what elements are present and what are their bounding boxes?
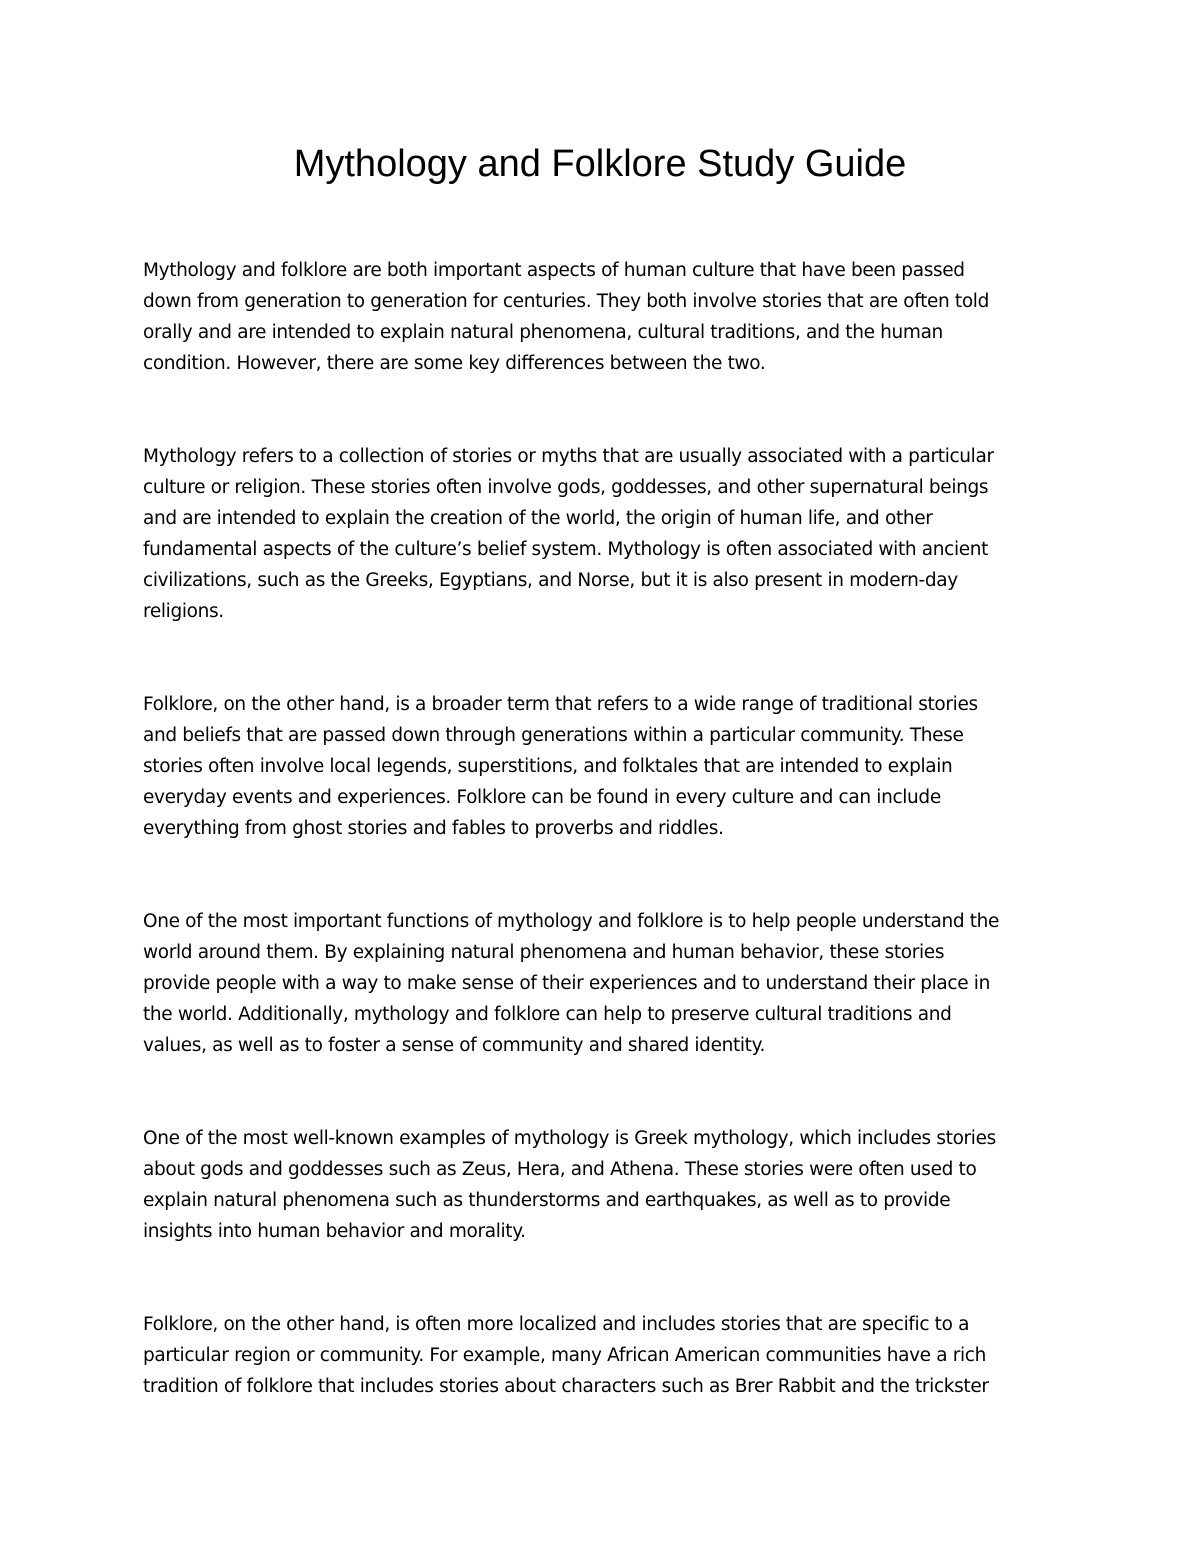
text-line: the world. Additionally, mythology and folklore can help to preserve cultural traditions and xyxy=(143,1004,952,1025)
text-line: everyday events and experiences. Folklore can be found in every culture and can include xyxy=(143,787,941,808)
text-line: Folklore, on the other hand, is a broader term that refers to a wide range of traditional stories xyxy=(143,694,978,715)
text-line: provide people with a way to make sense of their experiences and to understand their place in xyxy=(143,973,990,994)
text-line: One of the most well-known examples of mythology is Greek mythology, which includes stories xyxy=(143,1128,996,1149)
text-line: particular region or community. For example, many African American communities have a rich xyxy=(143,1345,987,1366)
text-line: civilizations, such as the Greeks, Egyptians, and Norse, but it is also present in modern-day xyxy=(143,570,958,591)
text-line: insights into human behavior and morality. xyxy=(143,1221,526,1242)
text-line: condition. However, there are some key differences between the two. xyxy=(143,353,766,374)
text-line: and are intended to explain the creation of the world, the origin of human life, and other xyxy=(143,508,933,529)
text-line: religions. xyxy=(143,601,224,622)
text-line: tradition of folklore that includes stories about characters such as Brer Rabbit and the trickster xyxy=(143,1376,989,1397)
text-line: Mythology and folklore are both important aspects of human culture that have been passed xyxy=(143,260,965,281)
paragraph-mythology xyxy=(143,441,1068,627)
text-line: fundamental aspects of the culture’s belief system. Mythology is often associated with ancient xyxy=(143,539,989,560)
text-line: down from generation to generation for centuries. They both involve stories that are often told xyxy=(143,291,989,312)
paragraph-functions xyxy=(143,906,1068,1061)
text-line: explain natural phenomena such as thunderstorms and earthquakes, as well as to provide xyxy=(143,1190,951,1211)
text-line: everything from ghost stories and fables to proverbs and riddles. xyxy=(143,818,724,839)
text-line: stories often involve local legends, superstitions, and folktales that are intended to explain xyxy=(143,756,953,777)
text-line: and beliefs that are passed down through generations within a particular community. These xyxy=(143,725,964,746)
text-line: culture or religion. These stories often involve gods, goddesses, and other supernatural beings xyxy=(143,477,989,498)
text-line: Folklore, on the other hand, is often more localized and includes stories that are specific to a xyxy=(143,1314,970,1335)
text-line: values, as well as to foster a sense of community and shared identity. xyxy=(143,1035,766,1056)
text-line: world around them. By explaining natural phenomena and human behavior, these stories xyxy=(143,942,945,963)
text-line: Mythology refers to a collection of stories or myths that are usually associated with a particular xyxy=(143,446,994,467)
paragraph-greek-mythology xyxy=(143,1123,1068,1247)
text-line: about gods and goddesses such as Zeus, Hera, and Athena. These stories were often used to xyxy=(143,1159,977,1180)
text-line: orally and are intended to explain natural phenomena, cultural traditions, and the human xyxy=(143,322,943,343)
document-body xyxy=(143,255,1068,1464)
paragraph-intro xyxy=(143,255,1068,379)
page-title: Mythology and Folklore Study Guide xyxy=(293,143,907,185)
paragraph-folklore xyxy=(143,689,1068,844)
paragraph-localized-folklore xyxy=(143,1309,1068,1402)
text-line: One of the most important functions of mythology and folklore is to help people understand the xyxy=(143,911,1000,932)
